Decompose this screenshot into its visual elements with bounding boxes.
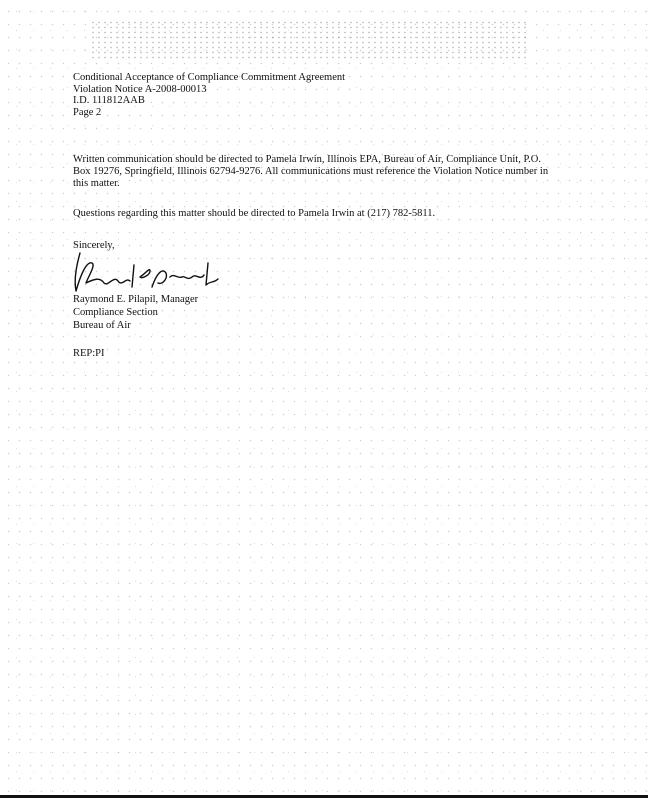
- signer-name: Raymond E. Pilapil, Manager: [73, 294, 199, 305]
- signer-section: Compliance Section: [73, 307, 158, 318]
- page-bottom-edge: [0, 795, 648, 798]
- header-title: Conditional Acceptance of Compliance Commitment Agreement: [73, 72, 346, 83]
- body-paragraph-communication: Written communication should be directed to Pamela Irwin, Illinois EPA, Bureau of Air, Compliance Unit, P.O. Box 19276, Springfield, Illinois 62794-9276. All communications must reference the Violation Notice number in this matter.: [73, 154, 549, 189]
- scan-noise-top: [90, 20, 530, 60]
- closing-salutation: Sincerely,: [73, 240, 115, 251]
- signature-block: [73, 294, 198, 333]
- header-page-number: Page 2: [73, 106, 102, 118]
- header-violation-notice: Violation Notice A-2008-00013: [73, 83, 207, 95]
- signer-bureau: Bureau of Air: [73, 320, 131, 331]
- body-paragraph-questions: Questions regarding this matter should be directed to Pamela Irwin at (217) 782-5811.: [73, 208, 436, 219]
- reference-initials: REP:PI: [73, 348, 105, 359]
- header-id: I.D. 111812AAB: [73, 95, 145, 106]
- letter-header: [73, 72, 345, 118]
